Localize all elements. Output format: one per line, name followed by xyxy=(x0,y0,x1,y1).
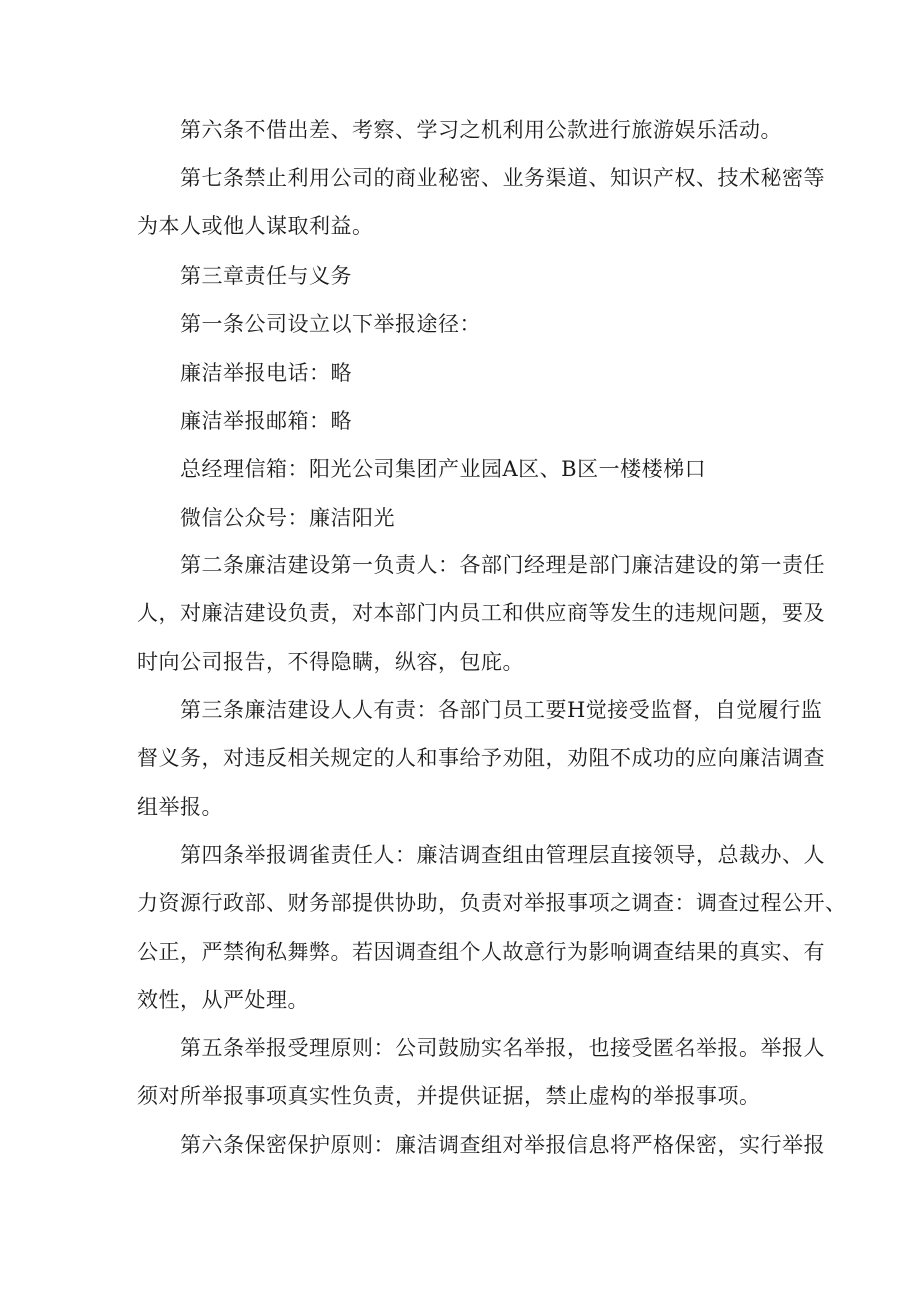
article-2-line-1: 第二条廉洁建设第一负责人：各部门经理是部门廉洁建设的第一责任 xyxy=(180,553,825,577)
article-2-line-3: 时向公司报告，不得隐瞒，纵容，包庇。 xyxy=(137,650,524,674)
article-3-line-1: 第三条廉洁建设人人有责：各部门员工要H觉接受监督，自觉履行监 xyxy=(180,698,823,722)
article-7-line-1: 第七条禁止利用公司的商业秘密、业务渠道、知识产权、技术秘密等 xyxy=(180,166,825,190)
article-5-line-1: 第五条举报受理原则：公司鼓励实名举报，也接受匿名举报。举报人 xyxy=(180,1036,825,1060)
article-2-line-2: 人，对廉洁建设负责，对本部门内员工和供应商等发生的违规问题，要及 xyxy=(137,601,825,625)
article-6-line: 第六条不借出差、考察、学习之机利用公款进行旅游娱乐活动。 xyxy=(180,118,782,142)
wechat-account-line: 微信公众号：廉洁阳光 xyxy=(180,506,395,530)
report-phone-line: 廉洁举报电话：略 xyxy=(180,361,352,385)
article-7-line-2: 为本人或他人谋取利益。 xyxy=(137,214,374,238)
gm-mailbox-line: 总经理信箱：阳光公司集团产业园A区、B区一楼楼梯口 xyxy=(180,457,707,481)
article-4-line-3: 公正，严禁徇私舞弊。若因调查组个人故意行为影响调查结果的真实、有 xyxy=(137,940,825,964)
article-5-line-2: 须对所举报事项真实性负责，并提供证据，禁止虚构的举报事项。 xyxy=(137,1084,761,1108)
article-3-line-3: 组举报。 xyxy=(137,795,223,819)
report-email-line: 廉洁举报邮箱：略 xyxy=(180,409,352,433)
article-6b-line-1: 第六条保密保护原则：廉洁调查组对举报信息将严格保密，实行举报 xyxy=(180,1133,825,1157)
article-4-line-2: 力资源行政部、财务部提供协助，负责对举报事项之调查：调查过程公开、 xyxy=(137,891,847,915)
article-1-line: 第一条公司设立以下举报途径： xyxy=(180,312,481,336)
article-4-line-4: 效性，从严处理。 xyxy=(137,988,309,1012)
article-3-line-2: 督义务，对违反相关规定的人和事给予劝阻，劝阻不成功的应向廉洁调查 xyxy=(137,746,825,770)
article-4-line-1: 第四条举报调雀责任人：廉洁调查组由管理层直接领导，总裁办、人 xyxy=(180,843,825,867)
chapter-3-heading: 第三章责任与义务 xyxy=(180,264,352,288)
